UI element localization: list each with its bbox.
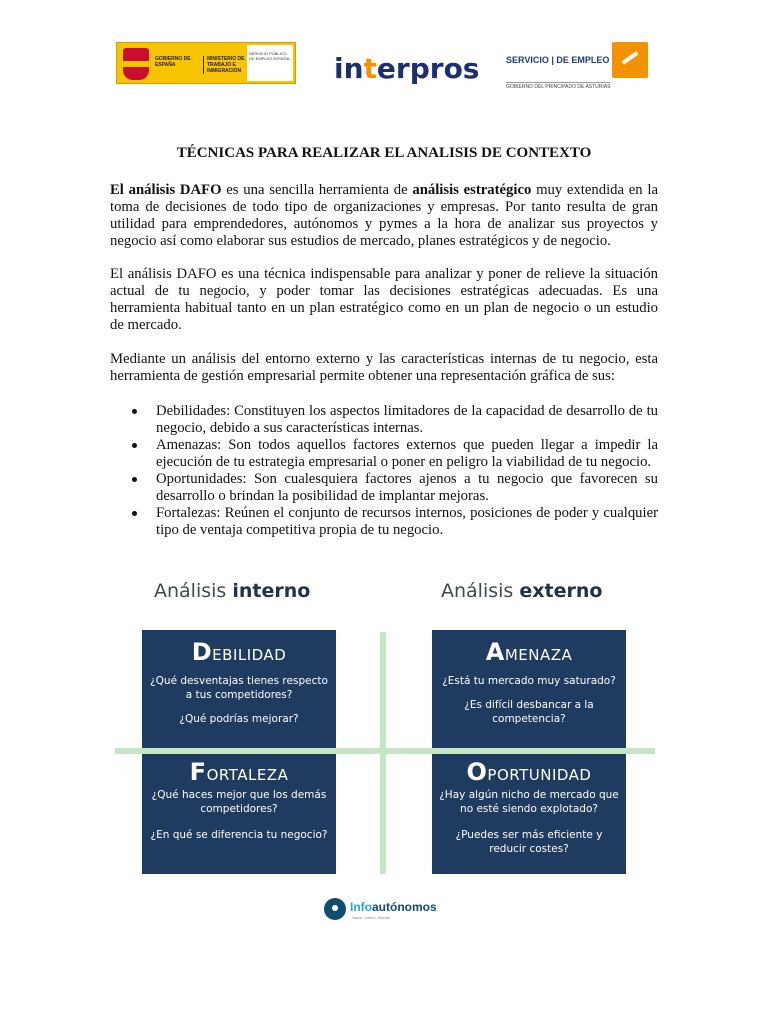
paragraph-1: El análisis DAFO es una sencilla herramienta de análisis estratégico muy extendida en la toma de decisiones de todo tipo de organizaciones y empresas. Por tanto resulta de gran utilidad para emprendedores, autónomos y pymes a la hora de analizar sus proyectos y negocio así como elaborar sus estudios de mercado, planes estratégicos y de negocio. xyxy=(110,182,658,249)
quadrant-amenaza xyxy=(432,630,626,748)
analisis-interno-heading: Análisis interno xyxy=(154,580,311,602)
ministerio-text: MINISTERIO DE TRABAJO E INMIGRACIÓN xyxy=(203,56,249,74)
infoautonomos-mark-icon xyxy=(324,898,346,920)
logo-tagline: Nacer, crecer, triunfar xyxy=(352,915,391,920)
empleo-name: SERVICIO | DE EMPLEO xyxy=(506,55,610,65)
quadrant-question: ¿Qué desventajas tienes respecto a tus competidores? xyxy=(150,675,328,701)
analisis-externo-heading: Análisis externo xyxy=(441,580,603,602)
quadrant-heading: AMENAZA xyxy=(485,638,573,666)
quadrant-question: ¿En qué se diferencia tu negocio? xyxy=(150,829,328,841)
paragraph-2: El análisis DAFO es una técnica indispensable para analizar y poner de relieve la situación actual de tu negocio, y poder tomar las decisiones estratégicas adecuadas. Es una herramienta habitual tanto en un plan estratégico como en un plan de negocio o un estudio de mercado. xyxy=(110,266,658,333)
servicio-empleo-logo xyxy=(506,42,648,90)
list-item: Amenazas: Son todos aquellos factores externos que pueden llegar a impedir la ejecución de tu estrategia empresarial o poner en peligro la viabilidad de tu negocio. xyxy=(110,437,658,471)
document-title: TÉCNICAS PARA REALIZAR EL ANALISIS DE CONTEXTO xyxy=(176,145,592,161)
list-item: Debilidades: Constituyen los aspectos limitadores de la capacidad de desarrollo de tu negocio, debido a sus características internas. xyxy=(110,403,658,437)
empleo-sub: GOBIERNO DEL PRINCIPADO DE ASTURIAS xyxy=(506,84,611,90)
empleo-mark-icon xyxy=(612,42,648,78)
interpros-logo: interpros xyxy=(334,52,480,85)
quadrant-question: ¿Hay algún nicho de mercado que no esté siendo explotado? xyxy=(439,789,619,815)
quadrant-heading: FORTALEZA xyxy=(189,758,289,786)
quadrant-question: ¿Qué haces mejor que los demás competidores? xyxy=(151,789,327,815)
list-item: Oportunidades: Son cualesquiera factores ajenos a tu negocio que favorecen su desarrollo o brindan la posibilidad de implantar mejoras. xyxy=(110,471,658,505)
quadrant-debilidad xyxy=(142,630,336,748)
gobierno-espana-logo xyxy=(116,42,296,84)
dafo-graphic xyxy=(110,570,658,930)
quadrant-question: ¿Es difícil desbancar a la competencia? xyxy=(464,699,594,725)
quadrant-question: ¿Puedes ser más eficiente y reducir costes? xyxy=(455,829,603,855)
sepe-text: SERVICIO PÚBLICO DE EMPLEO ESTATAL xyxy=(247,45,293,81)
quadrant-fortaleza xyxy=(142,754,336,874)
quadrant-question: ¿Está tu mercado muy saturado? xyxy=(442,675,616,687)
coat-of-arms-icon xyxy=(123,48,149,80)
quadrant-heading: DEBILIDAD xyxy=(191,638,287,666)
quadrant-question: ¿Qué podrías mejorar? xyxy=(179,713,299,725)
paragraph-3: Mediante un análisis del entorno externo y las características internas de tu negocio, esta herramienta de gestión empresarial permite obtener una representación gráfica de sus: xyxy=(110,351,658,384)
dafo-list xyxy=(110,403,658,539)
list-item: Fortalezas: Reúnen el conjunto de recursos internos, posiciones de poder y cualquier tipo de ventaja competitiva propia de tu negocio. xyxy=(110,505,658,539)
quadrant-oportunidad xyxy=(432,754,626,874)
gob-text: GOBIERNO DE ESPAÑA xyxy=(155,56,191,68)
quadrant-heading: OPORTUNIDAD xyxy=(466,758,592,786)
